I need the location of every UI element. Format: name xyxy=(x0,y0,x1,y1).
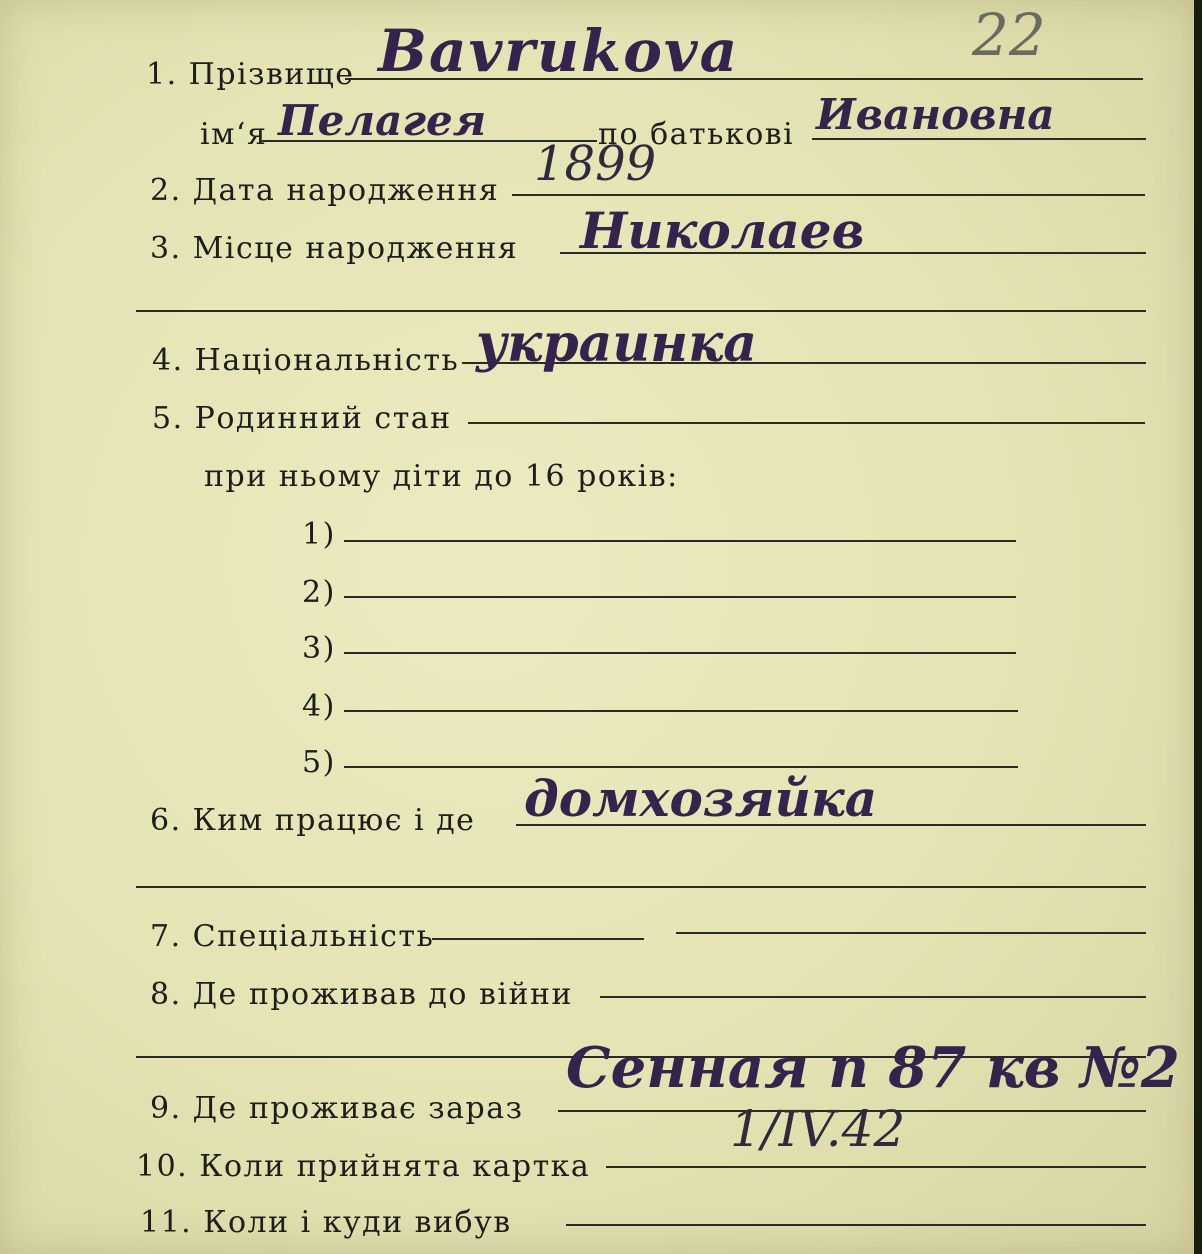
marital-label: 5. Родинний стан xyxy=(152,401,452,436)
first-name-value: Пелагея xyxy=(278,96,487,145)
children-label: при ньому діти до 16 років: xyxy=(204,459,679,494)
birth-place-value: Николаев xyxy=(580,201,865,260)
card-accepted-line xyxy=(606,1166,1146,1168)
work-line-2 xyxy=(136,886,1146,888)
birth-date-line xyxy=(512,194,1145,196)
work-label: 6. Ким працює і де xyxy=(150,803,476,838)
child-5-label: 5) xyxy=(302,745,336,780)
departed-line xyxy=(566,1224,1146,1226)
child-2-label: 2) xyxy=(302,575,336,610)
card-accepted-label: 10. Коли прийнята картка xyxy=(136,1149,591,1184)
specialty-label: 7. Спеціальність xyxy=(150,919,435,954)
child-4-line xyxy=(344,710,1018,712)
specialty-line xyxy=(432,938,644,940)
birth-place-line-2 xyxy=(136,310,1146,312)
surname-label: 1. Прізвище xyxy=(146,57,355,92)
birth-place-label: 3. Місце народження xyxy=(150,231,519,266)
child-4-label: 4) xyxy=(302,689,336,724)
corner-number: 22 xyxy=(972,1,1046,69)
patronymic-value: Ивановна xyxy=(816,90,1055,139)
current-label: 9. Де проживає зараз xyxy=(150,1091,524,1126)
child-1-line xyxy=(344,540,1016,542)
prewar-label: 8. Де проживав до війни xyxy=(150,977,573,1012)
name-label: ім‘я xyxy=(200,117,268,152)
patronymic-label: по батькові xyxy=(598,117,795,152)
nationality-value: украинка xyxy=(476,313,757,374)
current-address-value: Сенная п 87 кв №2 xyxy=(566,1035,1180,1101)
specialty-line-b xyxy=(676,932,1146,934)
nationality-label: 4. Національність xyxy=(152,343,460,378)
child-3-line xyxy=(344,652,1016,654)
child-2-line xyxy=(344,596,1016,598)
departed-label: 11. Коли і куди вибув xyxy=(140,1205,512,1240)
marital-line xyxy=(468,422,1145,424)
birth-date-label: 2. Дата народження xyxy=(150,173,500,208)
card-date-value: 1/IV.42 xyxy=(730,1100,906,1158)
child-3-label: 3) xyxy=(302,631,336,666)
prewar-line xyxy=(600,996,1146,998)
child-5-line xyxy=(344,766,1018,768)
child-1-label: 1) xyxy=(302,517,336,552)
birth-year-value: 1899 xyxy=(534,136,657,192)
occupation-value: домхозяйка xyxy=(524,769,878,828)
surname-value: Bavrukova xyxy=(378,17,740,85)
scan-edge xyxy=(1194,0,1202,1254)
